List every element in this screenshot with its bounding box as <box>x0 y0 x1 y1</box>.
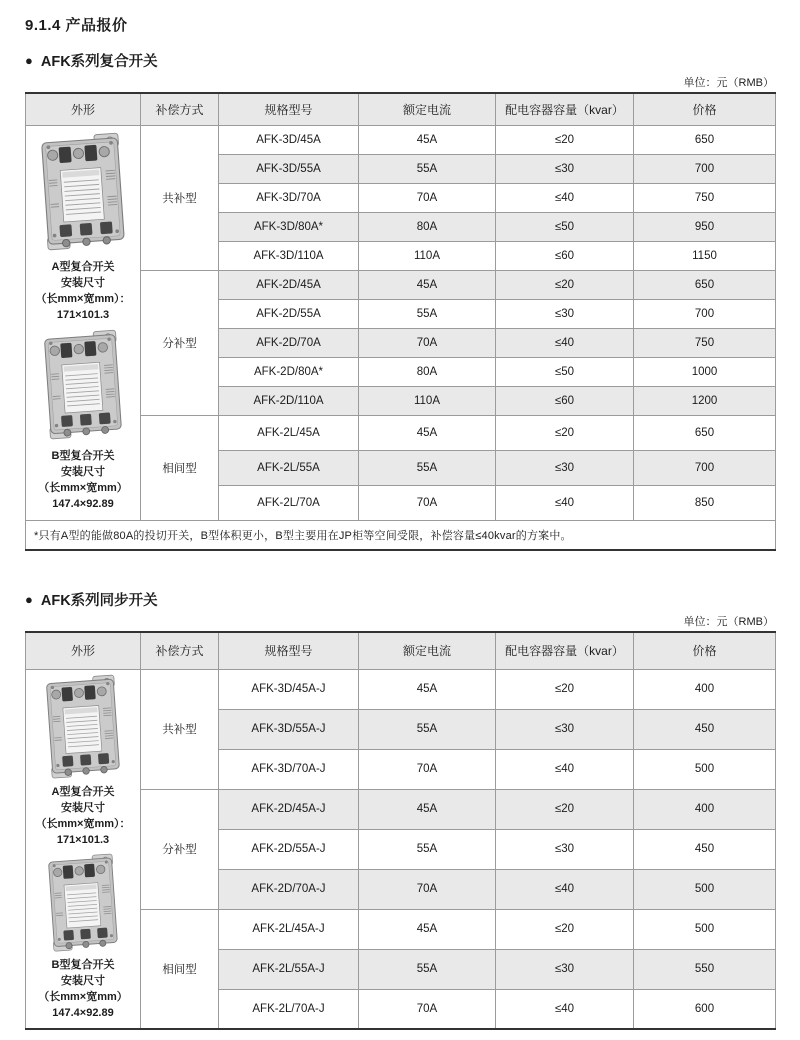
cell-current: 45A <box>359 126 496 155</box>
cell-price: 700 <box>634 451 776 486</box>
cell-price: 650 <box>634 271 776 300</box>
cell-model: AFK-2D/80A* <box>219 358 359 387</box>
cell-current: 70A <box>359 486 496 521</box>
section-heading <box>25 50 775 71</box>
col-header-compensation: 补偿方式 <box>141 93 219 126</box>
cell-price: 500 <box>634 869 776 909</box>
section-heading <box>25 589 775 610</box>
cell-model: AFK-2L/45A <box>219 416 359 451</box>
cell-model: AFK-2D/55A-J <box>219 829 359 869</box>
cell-capacity: ≤30 <box>496 709 634 749</box>
cell-price: 1000 <box>634 358 776 387</box>
shape-cell <box>26 126 141 521</box>
cell-current: 45A <box>359 789 496 829</box>
table-row <box>26 669 776 709</box>
switch-photo-b <box>42 853 124 953</box>
cell-capacity: ≤20 <box>496 126 634 155</box>
cell-capacity: ≤50 <box>496 213 634 242</box>
cell-price: 450 <box>634 709 776 749</box>
cell-capacity: ≤50 <box>496 358 634 387</box>
cell-model: AFK-2L/70A-J <box>219 989 359 1029</box>
cell-current: 70A <box>359 749 496 789</box>
cell-price: 500 <box>634 909 776 949</box>
sync-switch-price-table <box>25 631 776 1031</box>
group-label: 共补型 <box>141 669 219 789</box>
cell-capacity: ≤40 <box>496 869 634 909</box>
col-header-capacity: 配电容器容量（kvar） <box>496 632 634 670</box>
cell-current: 45A <box>359 271 496 300</box>
cell-current: 80A <box>359 213 496 242</box>
cell-current: 110A <box>359 387 496 416</box>
group-label: 相间型 <box>141 909 219 1029</box>
cell-model: AFK-2L/55A-J <box>219 949 359 989</box>
figure-caption-b: B型复合开关 安装尺寸 （长mm×宽mm） 147.4×92.89 <box>38 959 128 1020</box>
cell-current: 45A <box>359 909 496 949</box>
page-title: 9.1.4 产品报价 <box>25 17 128 34</box>
section-title: AFK系列同步开关 <box>40 592 158 609</box>
cell-current: 55A <box>359 949 496 989</box>
cell-capacity: ≤20 <box>496 416 634 451</box>
cell-current: 70A <box>359 329 496 358</box>
cell-model: AFK-3D/55A <box>219 155 359 184</box>
cell-price: 1150 <box>634 242 776 271</box>
header-row <box>26 93 776 126</box>
figure-caption-a: A型复合开关 安装尺寸 （长mm×宽mm）： 171×101.3 <box>35 786 131 847</box>
cell-capacity: ≤30 <box>496 949 634 989</box>
compound-switch-price-table <box>25 92 776 551</box>
cell-model: AFK-3D/80A* <box>219 213 359 242</box>
cell-model: AFK-3D/70A <box>219 184 359 213</box>
cell-price: 600 <box>634 989 776 1029</box>
switch-photo-a <box>36 132 130 252</box>
cell-model: AFK-2D/110A <box>219 387 359 416</box>
cell-price: 750 <box>634 329 776 358</box>
cell-current: 55A <box>359 829 496 869</box>
section-title: AFK系列复合开关 <box>40 54 158 70</box>
cell-price: 450 <box>634 829 776 869</box>
col-header-price: 价格 <box>634 632 776 670</box>
cell-price: 400 <box>634 669 776 709</box>
table-row <box>26 126 776 155</box>
cell-model: AFK-3D/45A-J <box>219 669 359 709</box>
cell-capacity: ≤40 <box>496 749 634 789</box>
header-row <box>26 632 776 670</box>
footnote-row <box>26 521 776 550</box>
cell-model: AFK-3D/45A <box>219 126 359 155</box>
cell-price: 650 <box>634 126 776 155</box>
cell-price: 400 <box>634 789 776 829</box>
cell-price: 750 <box>634 184 776 213</box>
cell-current: 70A <box>359 869 496 909</box>
cell-model: AFK-2D/55A <box>219 300 359 329</box>
table-footnote: *只有A型的能做80A的投切开关，B型体积更小，B型主要用在JP柜等空间受限，补偿容量≤40kvar的方案中。 <box>26 521 776 550</box>
section-bullet-icon: ● <box>25 53 33 68</box>
cell-model: AFK-2L/45A-J <box>219 909 359 949</box>
group-label: 分补型 <box>141 789 219 909</box>
col-header-compensation: 补偿方式 <box>141 632 219 670</box>
group-label: 相间型 <box>141 416 219 521</box>
cell-model: AFK-2D/45A <box>219 271 359 300</box>
cell-current: 70A <box>359 184 496 213</box>
cell-model: AFK-2D/70A <box>219 329 359 358</box>
cell-current: 45A <box>359 669 496 709</box>
cell-model: AFK-2L/70A <box>219 486 359 521</box>
unit-label: 单位：元（RMB） <box>683 77 774 89</box>
cell-model: AFK-3D/110A <box>219 242 359 271</box>
cell-capacity: ≤20 <box>496 789 634 829</box>
cell-current: 55A <box>359 451 496 486</box>
unit-label: 单位：元（RMB） <box>683 615 774 628</box>
cell-model: AFK-3D/55A-J <box>219 709 359 749</box>
cell-current: 55A <box>359 300 496 329</box>
figure-caption-a: A型复合开关 安装尺寸 （长mm×宽mm）： 171×101.3 <box>35 260 131 321</box>
cell-capacity: ≤30 <box>496 155 634 184</box>
cell-price: 700 <box>634 300 776 329</box>
col-header-shape: 外形 <box>26 632 141 670</box>
col-header-model: 规格型号 <box>219 93 359 126</box>
cell-price: 850 <box>634 486 776 521</box>
cell-capacity: ≤40 <box>496 989 634 1029</box>
cell-capacity: ≤20 <box>496 909 634 949</box>
switch-photo-b <box>40 329 126 441</box>
col-header-model: 规格型号 <box>219 632 359 670</box>
col-header-shape: 外形 <box>26 93 141 126</box>
figure-column <box>26 126 140 518</box>
cell-current: 55A <box>359 155 496 184</box>
cell-price: 650 <box>634 416 776 451</box>
cell-price: 950 <box>634 213 776 242</box>
cell-price: 700 <box>634 155 776 184</box>
group-label: 分补型 <box>141 271 219 416</box>
cell-capacity: ≤40 <box>496 184 634 213</box>
col-header-capacity: 配电容器容量（kvar） <box>496 93 634 126</box>
cell-capacity: ≤20 <box>496 669 634 709</box>
section-sync-switch <box>25 589 775 1031</box>
col-header-current: 额定电流 <box>359 632 496 670</box>
cell-model: AFK-3D/70A-J <box>219 749 359 789</box>
cell-capacity: ≤60 <box>496 387 634 416</box>
cell-current: 55A <box>359 709 496 749</box>
cell-model: AFK-2L/55A <box>219 451 359 486</box>
cell-current: 70A <box>359 989 496 1029</box>
cell-capacity: ≤20 <box>496 271 634 300</box>
cell-capacity: ≤30 <box>496 300 634 329</box>
cell-capacity: ≤30 <box>496 451 634 486</box>
cell-price: 550 <box>634 949 776 989</box>
group-label: 共补型 <box>141 126 219 271</box>
figure-column <box>26 670 140 1026</box>
cell-capacity: ≤60 <box>496 242 634 271</box>
section-bullet-icon: ● <box>25 591 33 607</box>
section-compound-switch <box>25 50 775 551</box>
switch-photo-a <box>39 674 127 780</box>
cell-price: 500 <box>634 749 776 789</box>
cell-model: AFK-2D/45A-J <box>219 789 359 829</box>
cell-capacity: ≤30 <box>496 829 634 869</box>
cell-current: 45A <box>359 416 496 451</box>
col-header-current: 额定电流 <box>359 93 496 126</box>
cell-current: 110A <box>359 242 496 271</box>
cell-capacity: ≤40 <box>496 486 634 521</box>
cell-model: AFK-2D/70A-J <box>219 869 359 909</box>
col-header-price: 价格 <box>634 93 776 126</box>
figure-caption-b: B型复合开关 安装尺寸 （长mm×宽mm） 147.4×92.89 <box>38 449 128 510</box>
cell-price: 1200 <box>634 387 776 416</box>
cell-current: 80A <box>359 358 496 387</box>
cell-capacity: ≤40 <box>496 329 634 358</box>
shape-cell <box>26 669 141 1029</box>
